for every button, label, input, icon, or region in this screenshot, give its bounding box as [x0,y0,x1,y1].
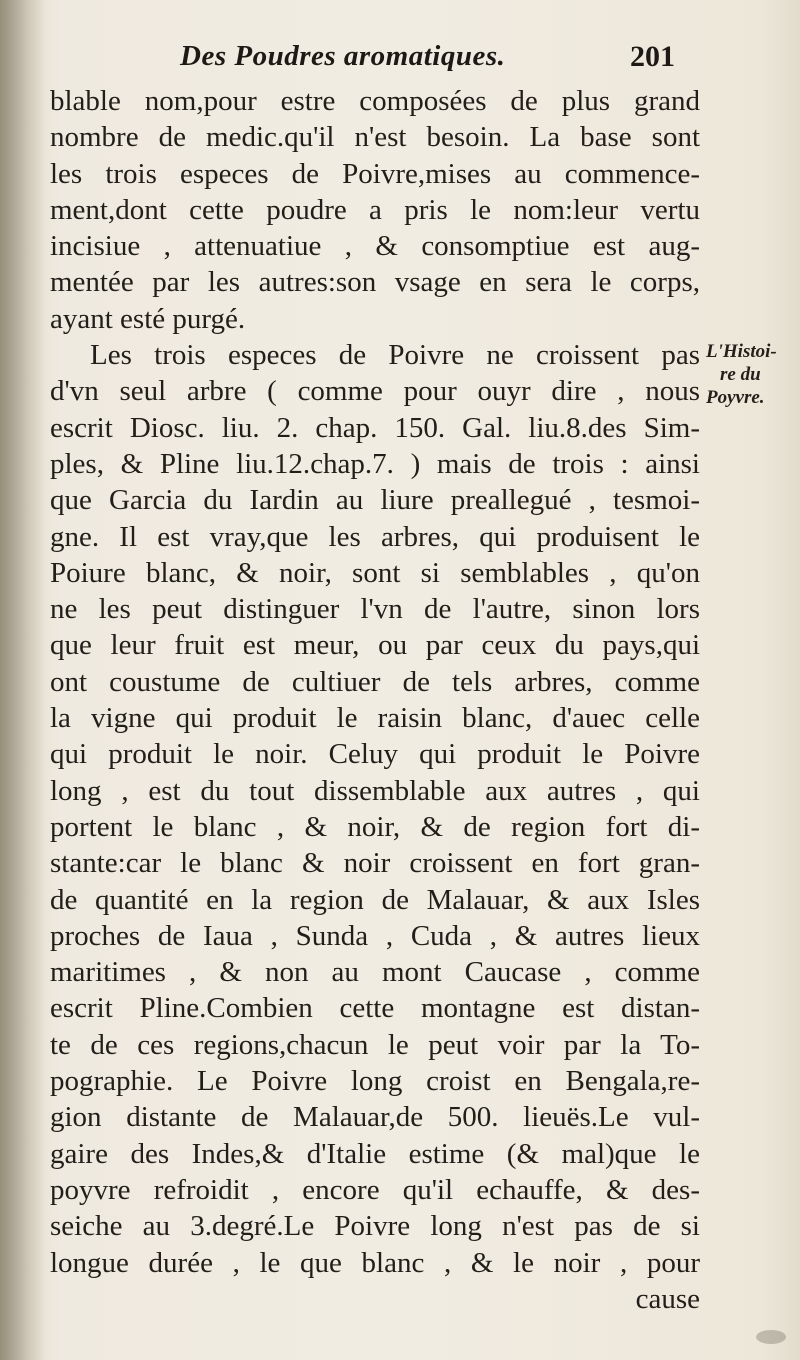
text-line: de quantité en la region de Malauar, & aux Isles [50,883,700,916]
body-text [50,83,700,1317]
text-line: ples, & Pline liu.12.chap.7. ) mais de trois : ainsi [50,447,700,480]
text-line: longue durée , le que blanc , & le noir , pour [50,1246,700,1279]
text-line: que Garcia du Iardin au liure preallegué , tesmoi- [50,484,700,517]
page-number: 201 [630,40,675,73]
text-line: ment,dont cette poudre a pris le nom:leur vertu [50,193,700,226]
text-line: la vigne qui produit le raisin blanc, d'auec celle [50,702,700,735]
text-line: nombre de medic.qu'il n'est besoin. La base sont [50,121,700,154]
margin-note-line: Poyvre. [706,387,765,408]
margin-note-line: L'Histoi- [706,341,777,362]
text-line: mentée par les autres:son vsage en sera le corps, [50,266,700,299]
margin-note-line: re du [720,364,761,385]
text-line: gne. Il est vray,que les arbres, qui produisent le [50,520,700,553]
text-line: poyvre refroidit , encore qu'il echauffe, & des- [50,1173,700,1206]
text-line: seiche au 3.degré.Le Poivre long n'est pas de si [50,1210,700,1243]
gutter-shadow [0,0,46,1360]
text-line: pographie. Le Poivre long croist en Bengala,re- [50,1065,700,1098]
text-line: proches de Iaua , Sunda , Cuda , & autres lieux [50,919,700,952]
text-line: ayant esté purgé. [50,302,246,335]
text-line: te de ces regions,chacun le peut voir par la To- [50,1028,700,1061]
margin-note [706,340,798,409]
text-line: ne les peut distinguer l'vn de l'autre, sinon lors [50,593,700,626]
text-line: incisiue , attenuatiue , & consomptiue est aug- [50,230,700,263]
text-line: gaire des Indes,& d'Italie estime (& mal)que le [50,1137,700,1170]
text-line: Les trois especes de Poivre ne croissent pas [90,339,700,372]
catchword: cause [635,1282,700,1315]
text-line: ont coustume de cultiuer de tels arbres, comme [50,665,700,698]
text-line: les trois especes de Poivre,mises au commence- [50,157,700,190]
text-line: long , est du tout dissemblable aux autres , qui [50,774,700,807]
text-line: stante:car le blanc & noir croissent en fort gran- [50,847,700,880]
text-line: blable nom,pour estre composées de plus grand [50,85,700,117]
text-line: escrit Pline.Combien cette montagne est distan- [50,992,700,1025]
text-line: d'vn seul arbre ( comme pour ouyr dire , nous [50,375,700,408]
text-line: gion distante de Malauar,de 500. lieuës.Le vul- [50,1101,700,1134]
text-line: Poiure blanc, & noir, sont si semblables , qu'on [50,556,700,589]
text-line: que leur fruit est meur, ou par ceux du pays,qui [50,629,700,662]
running-title: Des Poudres aromatiques. [180,40,506,72]
ink-smudge [756,1330,786,1344]
text-line: portent le blanc , & noir, & de region fort di- [50,810,700,843]
text-line: escrit Diosc. liu. 2. chap. 150. Gal. liu.8.des Sim- [50,411,700,444]
text-line: maritimes , & non au mont Caucase , comme [50,956,700,989]
text-line: qui produit le noir. Celuy qui produit le Poivre [50,738,700,771]
